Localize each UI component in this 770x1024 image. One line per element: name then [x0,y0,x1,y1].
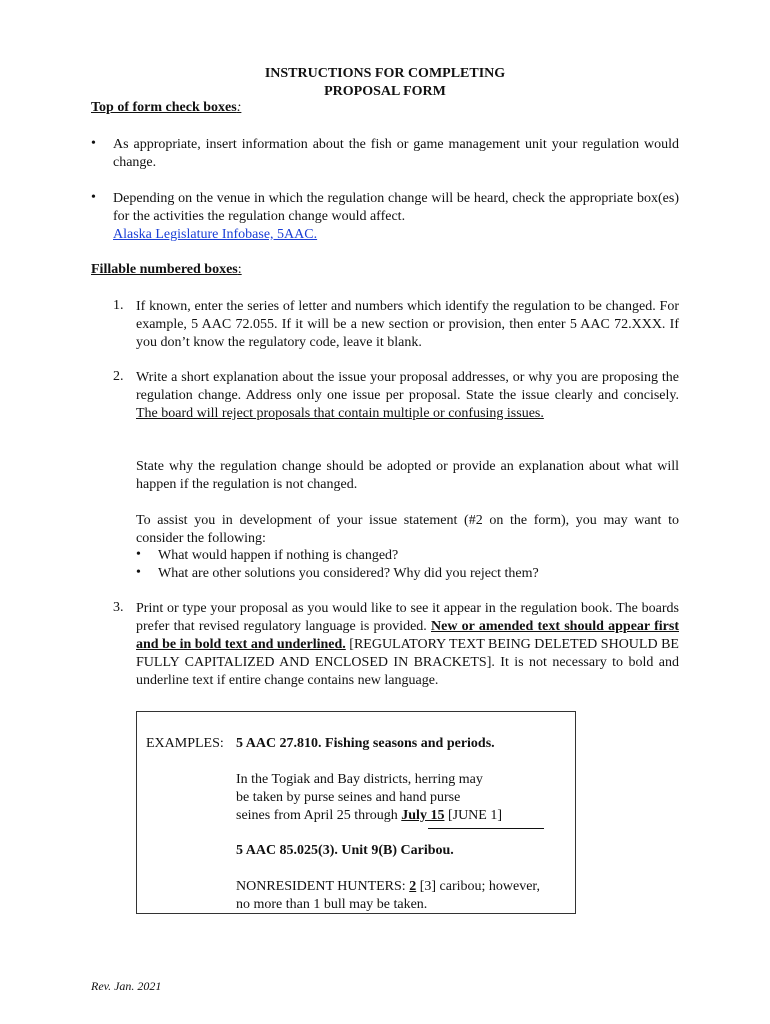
item-text: Print or type your proposal as you would like to see it appear in the regulation book. The boards prefer that revised regulatory language is provided. [136,601,679,634]
item-number: 2. [113,369,124,384]
example-text: seines from April 25 through [236,808,402,823]
section-heading-check-boxes [91,100,241,116]
example2-line [236,878,540,896]
bullet-text: Depending on the venue in which the regulation change will be heard, check the appropriate box(es) for the activities the regulation change would affect. [113,191,679,224]
example2-line: no more than 1 bull may be taken. [236,897,428,912]
example-text: NONRESIDENT HUNTERS: [236,879,410,894]
example1-line: In the Togiak and Bay districts, herring may [236,772,483,787]
example-deleted-text: [JUNE 1] [444,808,502,823]
item-paragraph: To assist you in development of your issue statement (#2 on the form), you may want to consider the following: [136,513,679,546]
item-text: [REGULATORY TEXT BEING DELETED SHOULD BE FULLY CAPITALIZED AND ENCLOSED IN BRACKETS]. It is not necessary to bold and underline text if entire change contains new language. [136,637,679,688]
section-heading-text: Top of form check boxes [91,100,237,115]
item-text-proposal [136,600,679,690]
item-paragraph: State why the regulation change should be adopted or provide an explanation about what will happen if the regulation is not changed. [136,459,679,492]
example2-title: 5 AAC 85.025(3). Unit 9(B) Caribou. [236,843,454,858]
heading-colon: : [237,262,242,277]
revision-footer: Rev. Jan. 2021 [91,979,162,993]
bullet-icon: • [91,136,96,151]
example1-line [236,807,502,825]
example1-line: be taken by purse seines and hand purse [236,790,461,805]
item-number: 1. [113,298,124,313]
bullet-icon: • [136,565,141,580]
alaska-legislature-infobase-link[interactable]: Alaska Legislature Infobase, 5AAC. [113,227,318,242]
example1-title: 5 AAC 27.810. Fishing seasons and periods. [236,736,495,751]
sub-bullet-text: What are other solutions you considered? Why did you reject them? [158,566,539,581]
example-new-text: July 15 [401,808,445,823]
divider-line [428,828,544,829]
bullet-text-venue [113,190,679,244]
document-title-line2: PROPOSAL FORM [324,84,446,99]
section-heading-text: Fillable numbered boxes [91,262,238,277]
examples-label: EXAMPLES: [146,736,224,751]
example-deleted-text: [3] caribou; however, [416,879,541,894]
item-number: 3. [113,600,124,615]
section-heading-numbered-boxes [91,262,242,278]
bold-underlined-instruction: New or amended text should appear first and be in bold text and underlined. [136,619,679,652]
sub-bullet-text: What would happen if nothing is changed? [158,548,399,563]
document-title-line1: INSTRUCTIONS FOR COMPLETING [264,66,506,81]
item-text: Write a short explanation about the issue your proposal addresses, or why you are proposing the regulation change. Address only one issue per proposal. State the issue clearly and concisely. [136,370,679,403]
underlined-warning: The board will reject proposals that contain multiple or confusing issues. [136,406,544,421]
bullet-icon: • [91,190,96,205]
heading-colon: : [236,100,242,115]
example-new-text: 2 [409,879,417,894]
item-text: If known, enter the series of letter and numbers which identify the regulation to be changed. For example, 5 AAC 72.055. If it will be a new section or provision, then enter 5 AAC 72.XXX. If you don’t know the regulatory code, leave it blank. [136,299,679,350]
bullet-icon: • [136,547,141,562]
bullet-text: As appropriate, insert information about the fish or game management unit your regulation would change. [113,137,679,170]
item-text-issue [136,369,679,423]
